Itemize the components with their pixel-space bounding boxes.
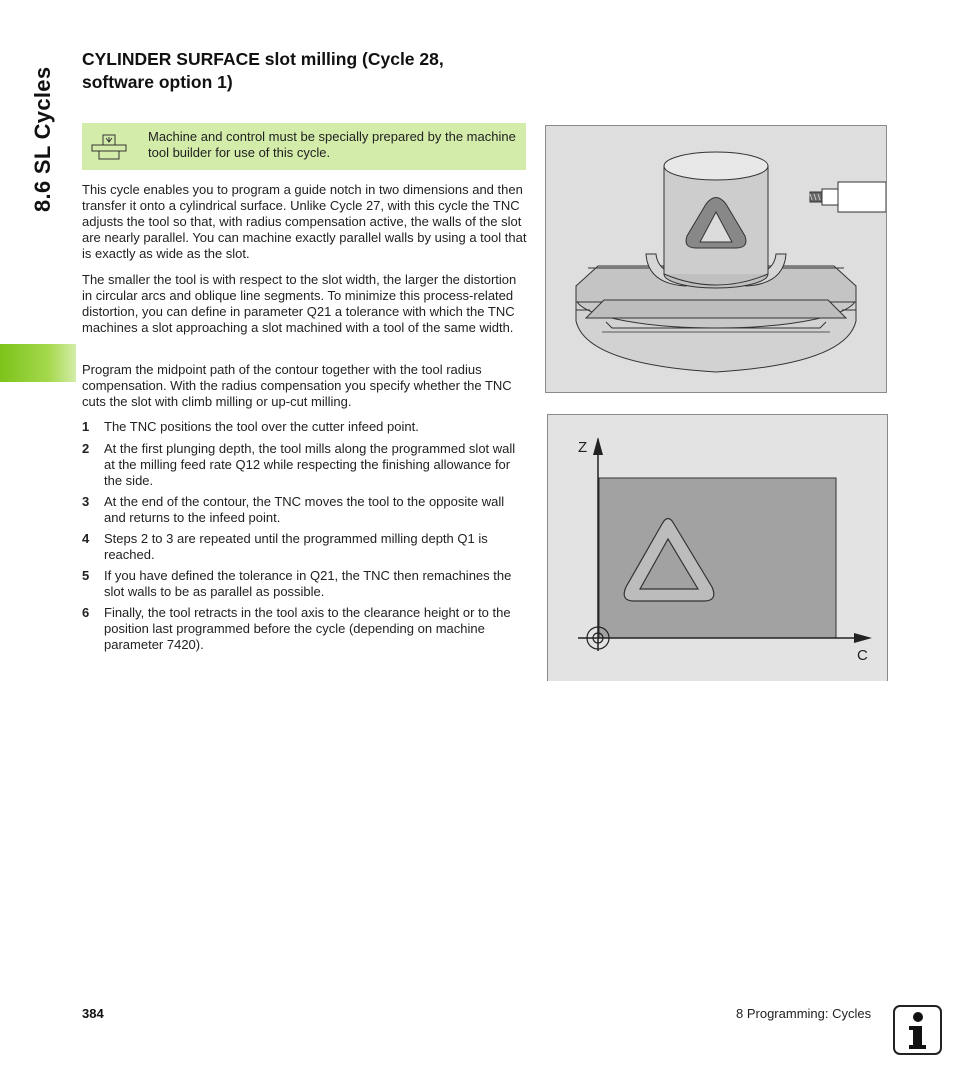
paragraph-intro: This cycle enables you to program a guide notch in two dimensions and then transfer it onto a cylindrical surface. Unlike Cycle 27, with this cycle the TNC adjusts the tool so that, with radius compensation active, the walls of the slot are nearly parallel. You can machine exactly parallel walls by using a tool that is exactly as wide as the slot. [82, 182, 527, 261]
note-text: Machine and control must be specially prepared by the machine tool builder for use of this cycle. [148, 129, 516, 160]
step-text: At the end of the contour, the TNC moves the tool to the opposite wall and returns to the infeed point. [104, 494, 505, 525]
info-glyph [895, 1007, 940, 1053]
step-number: 2 [82, 441, 90, 456]
cylinder-illustration [545, 125, 887, 393]
zc-contour-diagram [547, 414, 888, 681]
step-number: 6 [82, 605, 90, 620]
c-axis-label: C [857, 647, 868, 664]
machine-manual-icon [90, 131, 128, 161]
heading-line-2: software option 1) [82, 72, 233, 92]
section-marker [0, 344, 76, 382]
step-text: At the first plunging depth, the tool mills along the programmed slot wall at the milling feed rate Q12 while respecting the finishing allowance for the side. [104, 441, 516, 488]
step-number: 5 [82, 568, 90, 583]
paragraph-compensation: Program the midpoint path of the contour together with the tool radius compensation. With the radius compensation you specify whether the TNC cuts the slot with climb milling or up-cut milling. [82, 362, 512, 409]
machine-note [82, 123, 526, 170]
step-text: The TNC positions the tool over the cutter infeed point. [104, 419, 419, 434]
info-icon [893, 1005, 942, 1055]
step-text: Finally, the tool retracts in the tool axis to the clearance height or to the position last programmed before the cycle (depending on machine parameter 7420). [104, 605, 511, 652]
cylinder-drawing [546, 126, 886, 392]
chapter-title: 8 Programming: Cycles [736, 1006, 872, 1021]
step-number: 1 [82, 419, 90, 434]
page-number: 384 [82, 1006, 104, 1021]
step-text: If you have defined the tolerance in Q21, the TNC then remachines the slot walls to be as parallel as possible. [104, 568, 512, 599]
section-title: 8.6 SL Cycles [30, 66, 55, 212]
paragraph-distortion: The smaller the tool is with respect to the slot width, the larger the distortion in circular arcs and oblique line segments. To minimize this process-related distortion, you can define in parameter Q21 a tolerance with which the TNC machines a slot approaching a slot machined with a tool of the same width. [82, 272, 517, 335]
contour-drawing [548, 415, 887, 681]
z-axis-label: Z [578, 439, 588, 456]
page-heading [82, 48, 542, 94]
step-text: Steps 2 to 3 are repeated until the programmed milling depth Q1 is reached. [104, 531, 488, 562]
step-number: 3 [82, 494, 90, 509]
step-number: 4 [82, 531, 90, 546]
heading-line-1: CYLINDER SURFACE slot milling (Cycle 28, [82, 49, 444, 69]
